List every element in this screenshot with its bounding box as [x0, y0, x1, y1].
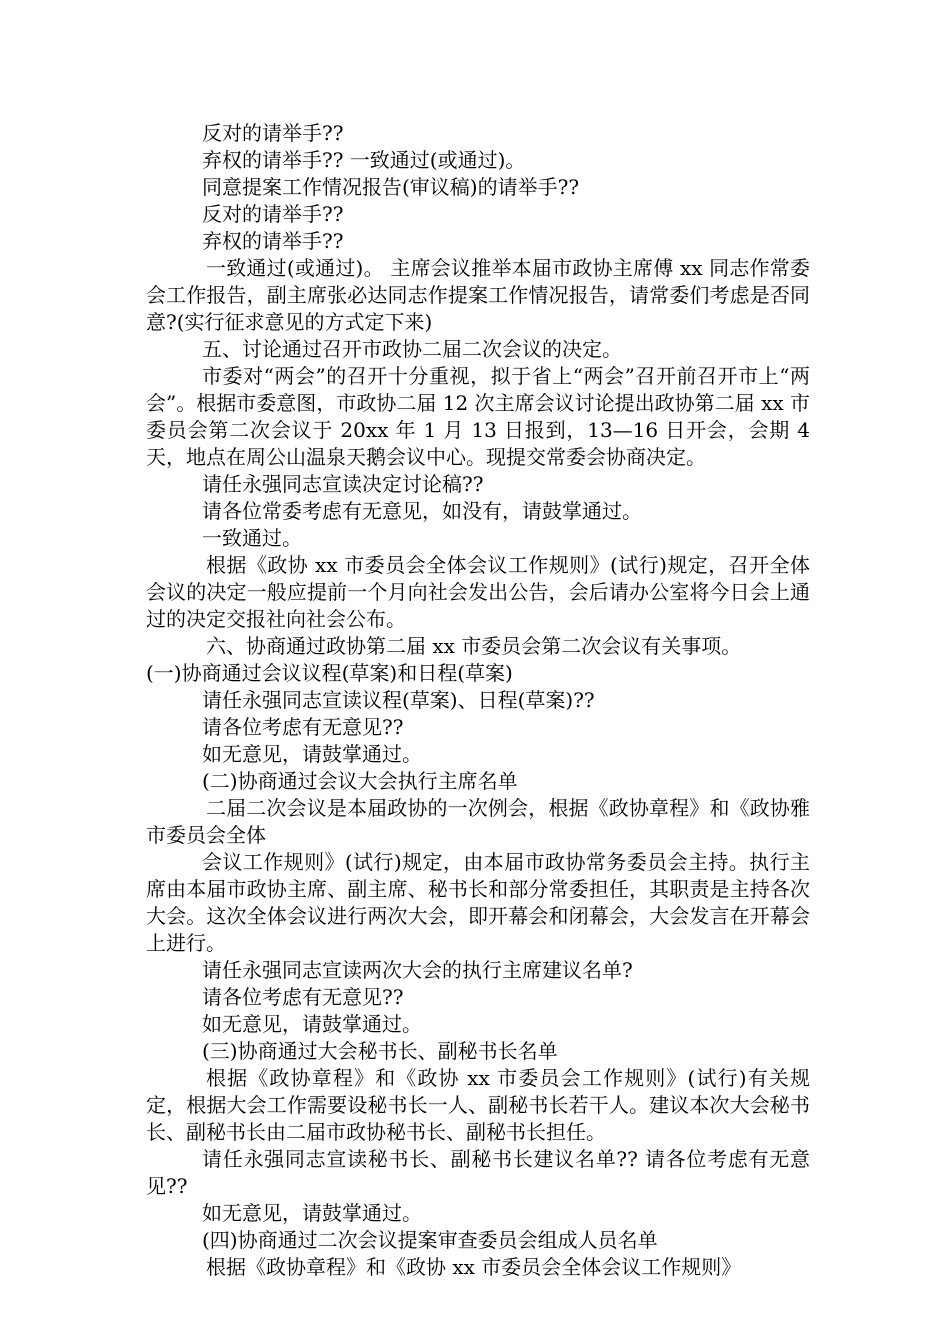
paragraph: 如无意见，请鼓掌通过。	[202, 1012, 422, 1036]
paragraph: (三)协商通过大会秘书长、副秘书长名单	[202, 1039, 558, 1063]
paragraph: 根据《政协章程》和《政协 xx 市委员会工作规则》(试行)有关规定，根据大会工作需要设秘书长一人、副秘书长若干人。建议本次大会秘书长、副秘书长由二届市政协秘书长、副秘书长担任。	[146, 1066, 810, 1144]
paragraph: 六、协商通过政协第二届 xx 市委员会第二次会议有关事项。	[206, 634, 742, 658]
paragraph: 请任永强同志宣读两次大会的执行主席建议名单?	[202, 958, 633, 982]
document-body	[146, 120, 810, 1281]
paragraph: 请各位考虑有无意见??	[202, 985, 404, 1009]
paragraph: 反对的请举手??	[202, 202, 344, 226]
paragraph: (二)协商通过会议大会执行主席名单	[202, 769, 518, 793]
paragraph: 请任永强同志宣读秘书长、副秘书长建议名单?? 请各位考虑有无意见??	[146, 1147, 810, 1198]
paragraph: 如无意见，请鼓掌通过。	[202, 742, 422, 766]
paragraph: 同意提案工作情况报告(审议稿)的请举手??	[202, 175, 580, 199]
paragraph: 如无意见，请鼓掌通过。	[202, 1201, 422, 1225]
paragraph: 请各位考虑有无意见??	[202, 715, 404, 739]
paragraph: 根据《政协 xx 市委员会全体会议工作规则》(试行)规定，召开全体会议的决定一般应提前一个月向社会发出公告，会后请办公室将今日会上通过的决定交报社向社会公布。	[146, 553, 810, 631]
paragraph: (四)协商通过二次会议提案审查委员会组成人员名单	[202, 1228, 658, 1252]
paragraph: 请任永强同志宣读决定讨论稿??	[202, 472, 484, 496]
paragraph: 一致通过。	[202, 526, 302, 550]
paragraph: 一致通过(或通过)。 主席会议推举本届市政协主席傅 xx 同志作常委会工作报告，副主席张必达同志作提案工作情况报告，请常委们考虑是否同意?(实行征求意见的方式定下来)	[146, 256, 810, 334]
paragraph: 市委对“两会”的召开十分重视，拟于省上“两会”召开前召开市上“两会”。根据市委意图，市政协二届 12 次主席会议讨论提出政协第二届 xx 市委员会第二次会议于 20xx 年 1 月 13 日报到，13—16 日开会，会期 4 天，地点在周公山温泉天鹅会议中心。现提交常委会协商决定。	[146, 364, 810, 469]
paragraph: 二届二次会议是本届政协的一次例会，根据《政协章程》和《政协雅市委员会全体	[146, 796, 810, 847]
paragraph: 请各位常委考虑有无意见，如没有，请鼓掌通过。	[202, 499, 642, 523]
paragraph: 请任永强同志宣读议程(草案)、日程(草案)??	[202, 688, 595, 712]
paragraph: (一)协商通过会议议程(草案)和日程(草案)	[146, 661, 513, 685]
paragraph: 弃权的请举手?? 一致通过(或通过)。	[202, 148, 526, 172]
paragraph: 会议工作规则》(试行)规定，由本届市政协常务委员会主持。执行主席由本届市政协主席、副主席、秘书长和部分常委担任，其职责是主持各次大会。这次全体会议进行两次大会，即开幕会和闭幕会，大会发言在开幕会上进行。	[146, 850, 810, 955]
paragraph: 反对的请举手??	[202, 121, 344, 145]
paragraph: 弃权的请举手??	[202, 229, 344, 253]
paragraph: 五、讨论通过召开市政协二届二次会议的决定。	[202, 337, 622, 361]
paragraph: 根据《政协章程》和《政协 xx 市委员会全体会议工作规则》	[206, 1255, 742, 1279]
